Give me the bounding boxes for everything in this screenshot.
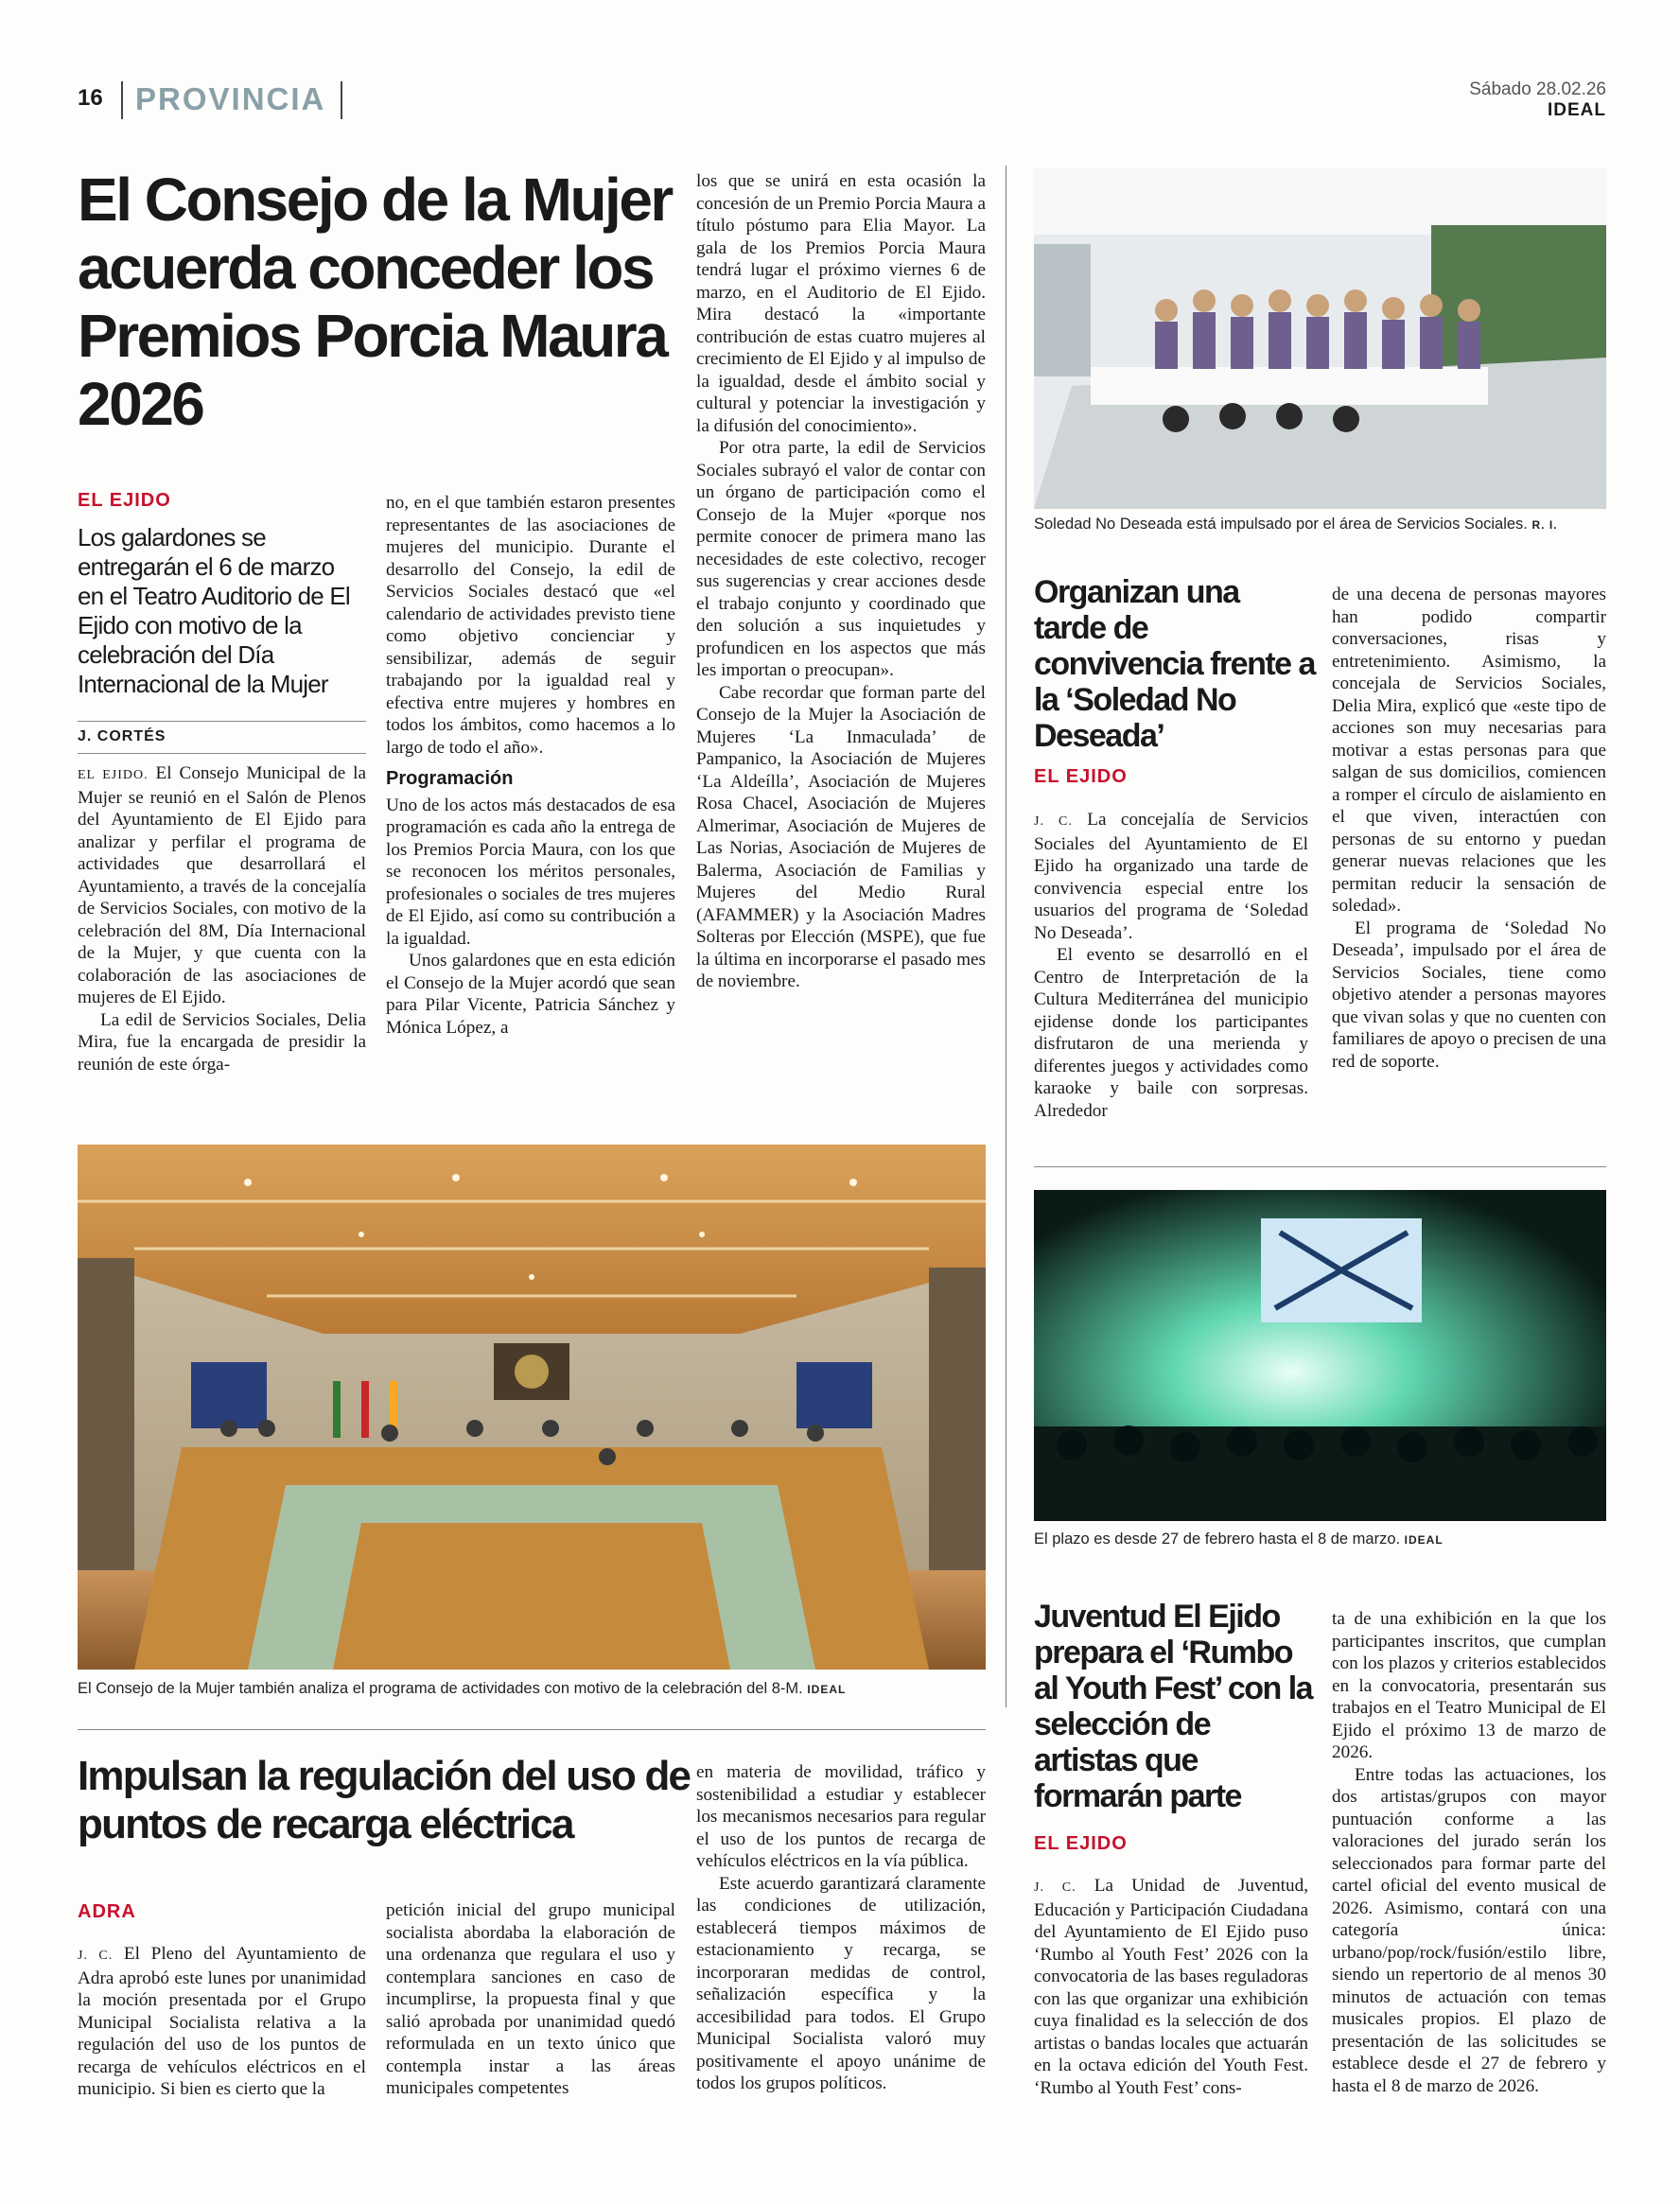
paragraph: Por otra parte, la edil de Servicios Sociales subrayó el valor de contar con un órgano de participación como el Consejo de la Mujer «porque nos permite conocer de primera mano las necesidades de este colectivo, recoger sus sugerencias y crear acciones desde el trabajo conjunto y coordinado que den solución a sus inquietudes y profundicen en los aspectos que más les importan o preocupan». bbox=[696, 438, 986, 680]
concert-photo bbox=[1034, 1190, 1606, 1521]
article1-column-2 bbox=[386, 492, 675, 1039]
council-chamber-photo bbox=[78, 1145, 986, 1670]
divider bbox=[78, 753, 366, 754]
divider bbox=[1034, 1166, 1606, 1167]
article1-column-1 bbox=[78, 762, 366, 1076]
issue-date: Sábado 28.02.26 bbox=[1469, 79, 1606, 99]
paragraph: Uno de los actos más destacados de esa programación es cada año la entrega de los Premios Porcia Maura, con los que se reconocen los méritos personales, profesionales o sociales de tres mujeres de El Ejido, así como su contribución a la igualdad. bbox=[386, 795, 675, 949]
article1-place: EL EJIDO bbox=[78, 490, 171, 511]
council-chamber-illustration bbox=[78, 1145, 986, 1670]
article4-headline: Impulsan la regulación del uso de puntos de recarga eléctrica bbox=[78, 1753, 691, 1847]
lead-tag: J. C. bbox=[78, 1949, 114, 1963]
soledad-group-photo bbox=[1034, 168, 1606, 509]
paragraph: Cabe recordar que forman parte del Consejo de la Mujer la Asociación de Mujeres ‘La Inmaculada’ de Pampanico, la Asociación de Mujeres ‘La Aldeílla’, Asociación de Mujeres Rosa Chacel, Asociación de Mujeres Almerimar, Asociación de Mujeres de Las Norias, Asociación de Mujeres de Balerma, Asociación de Familias y Mujeres del Medio Rural (AFAMMER) y la Asociación Madres Solteras por Elección (MSPE), que fue la última en incorporarse el pasado mes de noviembre. bbox=[696, 682, 986, 991]
article4-column-2 bbox=[386, 1899, 675, 2100]
article2-column-1 bbox=[1034, 809, 1308, 1122]
paragraph: Este acuerdo garantizará claramente las condiciones de utilización, establecerá tiempos máximos de estacionamiento y recarga, se incorporaran medidas de control, señalización específica y la accesibilidad para todos. El Grupo Municipal Socialista valoró muy positivamente el apoyo unánime de todos los grupos políticos. bbox=[696, 1873, 986, 2093]
divider bbox=[78, 721, 366, 722]
section-name: PROVINCIA bbox=[135, 81, 326, 116]
paragraph: EL EJIDO. El Consejo Municipal de la Mujer se reunió en el Salón de Plenos del Ayuntamiento de El Ejido para analizar y perfilar el programa de actividades que desarrollará el Ayuntamiento, a través de la concejalía de Servicios Sociales, con motivo de la celebración del 8M, Día Internacional de la Mujer, y que cuenta con la colaboración de las asociaciones de mujeres de El Ejido. bbox=[78, 763, 367, 1007]
article4-column-3 bbox=[696, 1761, 986, 2095]
paragraph: ta de una exhibición en la que los participantes inscritos, que cumplan con los plazos y criterios establecidos en la convocatoria, presentarán sus trabajos en el Teatro Municipal de El Ejido el próximo 13 de marzo de 2026. bbox=[1332, 1609, 1606, 1762]
page-number: 16 bbox=[78, 85, 103, 111]
lead-tag: EL EJIDO. bbox=[78, 768, 149, 782]
paragraph: J. C. La Unidad de Juventud, Educación y Participación Ciudadana del Ayuntamiento de El Ejido puso ‘Rumbo al Youth Fest’ 2026 con la convocatoria de las bases reguladoras con las que organizar una exhibición cuya finalidad es la selección de dos artistas o bandas locales que actuarán en la octava edición del Youth Fest. ‘Rumbo al Youth Fest’ cons- bbox=[1034, 1876, 1308, 2098]
article3-place: EL EJIDO bbox=[1034, 1833, 1128, 1854]
newspaper-name: IDEAL bbox=[1548, 100, 1606, 120]
article3-headline: Juventud El Ejido prepara el ‘Rumbo al Youth Fest’ con la selección de artistas que formarán parte bbox=[1034, 1599, 1313, 1814]
article1-subhead: Programación bbox=[386, 768, 514, 789]
article2-headline: Organizan una tarde de convivencia frente a la ‘Soledad No Deseada’ bbox=[1034, 574, 1315, 754]
paragraph: no, en el que también estaron presentes representantes de las asociaciones de mujeres del municipio. Durante el desarrollo del Consejo, la edil de Servicios Sociales destacó que «el calendario de actividades previsto tiene como objetivo concienciar y sensibilizar, además de seguir trabajando por la igualdad real y efectiva entre mujeres y hombres en todos los ámbitos, como hacemos a lo largo de todo el año». bbox=[386, 493, 675, 758]
paragraph: petición inicial del grupo municipal socialista abordaba la elaboración de una ordenanza que regulara el uso y contemplara sanciones en caso de incumplirse, la propuesta final y que salió aprobada por unanimidad quedó reformulada en un texto único que contempla instar a las áreas municipales competentes bbox=[386, 1900, 675, 2098]
photo-credit: IDEAL bbox=[807, 1683, 847, 1696]
header-divider bbox=[341, 81, 342, 119]
article3-column-1 bbox=[1034, 1875, 1308, 2099]
article4-column-1 bbox=[78, 1943, 366, 2101]
article3-column-2 bbox=[1332, 1608, 1606, 2097]
photo-credit: R. I. bbox=[1531, 518, 1558, 532]
paragraph: en materia de movilidad, tráfico y sostenibilidad a estudiar y establecer los mecanismos necesarios para regular el uso de los puntos de recarga de vehículos eléctricos en la vía pública. bbox=[696, 1762, 986, 1871]
paragraph: Entre todas las actuaciones, los dos artistas/grupos con mayor puntuación conforme a las valoraciones del jurado serán los seleccionados para formar parte del cartel oficial del evento musical de 2026. Asimismo, contará con una categoría única: urbano/pop/rock/fusión/estilo libre, siendo un repertorio de al menos 30 minutos de actuación con temas musicales propios. El plazo de presentación de las solicitudes se establece desde el 27 de febrero y hasta el 8 de marzo de 2026. bbox=[1332, 1764, 1606, 2096]
header-divider bbox=[121, 81, 123, 119]
photo-credit: IDEAL bbox=[1404, 1533, 1444, 1547]
concert-illustration bbox=[1034, 1190, 1606, 1521]
paragraph: La edil de Servicios Sociales, Delia Mira, fue la encargada de presidir la reunión de este órga- bbox=[78, 1009, 366, 1075]
divider bbox=[78, 1729, 986, 1730]
article2-photo-caption: Soledad No Deseada está impulsado por el área de Servicios Sociales. R. I. bbox=[1034, 516, 1558, 533]
article1-photo-caption: El Consejo de la Mujer también analiza el programa de actividades con motivo de la celebración del 8-M. IDEAL bbox=[78, 1680, 847, 1697]
paragraph: J. C. La concejalía de Servicios Sociales del Ayuntamiento de El Ejido ha organizado una tarde de convivencia especial entre los usuarios del programa de ‘Soledad No Deseada’. bbox=[1034, 810, 1308, 943]
paragraph: J. C. El Pleno del Ayuntamiento de Adra aprobó este lunes por unanimidad la moción presentada por el Grupo Municipal Socialista relativa a la regulación del uso de los puntos de recarga de vehículos eléctricos en el municipio. Si bien es cierto que la bbox=[78, 1944, 367, 2099]
paragraph: El programa de ‘Soledad No Deseada’, impulsado por el área de Servicios Sociales, tiene como objetivo atender a personas mayores que vivan solas y que no cuenten con familiares de apoyo o precisen de una red de soporte. bbox=[1332, 918, 1606, 1072]
article1-headline: El Consejo de la Mujer acuerda conceder los Premios Porcia Maura 2026 bbox=[78, 166, 672, 438]
article2-place: EL EJIDO bbox=[1034, 766, 1128, 787]
lead-tag: J. C. bbox=[1034, 814, 1073, 829]
article1-deck: Los galardones se entregarán el 6 de marzo en el Teatro Auditorio de El Ejido con motivo de la celebración del Día Internacional de la Mujer bbox=[78, 523, 350, 698]
article2-column-2 bbox=[1332, 584, 1606, 1073]
group-photo-illustration bbox=[1034, 168, 1606, 509]
article4-place: ADRA bbox=[78, 1901, 136, 1922]
article3-photo-caption: El plazo es desde 27 de febrero hasta el 8 de marzo. IDEAL bbox=[1034, 1531, 1444, 1548]
paragraph: los que se unirá en esta ocasión la concesión de un Premio Porcia Maura a título póstumo para Elia Mayor. La gala de los Premios Porcia Maura tendrá lugar el próximo viernes 6 de marzo, en el Auditorio de El Ejido. Mira destacó la «importante contribución de estas cuatro mujeres al crecimiento de El Ejido y al impulso de la igualdad, desde el ámbito social y cultural y potenciar la investigación y la difusión del conocimiento». bbox=[696, 171, 986, 436]
article1-column-3 bbox=[696, 170, 986, 993]
issue-date-block bbox=[1469, 79, 1606, 121]
paragraph: Unos galardones que en esta edición el Consejo de la Mujer acordó que sean para Pilar Vicente, Patricia Sánchez y Mónica López, a bbox=[386, 951, 675, 1038]
lead-tag: J. C. bbox=[1034, 1880, 1076, 1895]
paragraph: de una decena de personas mayores han podido compartir conversaciones, risas y entretenimiento. Asimismo, la concejala de Servicios Sociales, Delia Mira, explicó que «este tipo de acciones son muy necesarias para motivar a estas personas para que salgan de sus domicilios, comiencen a romper el círculo de aislamiento en el que viven, interactúen con personas de su entorno y puedan generar nuevas relaciones que les permitan reducir la sensación de soledad». bbox=[1332, 585, 1606, 916]
article1-byline: J. CORTÉS bbox=[78, 728, 166, 744]
paragraph: El evento se desarrolló en el Centro de Interpretación de la Cultura Mediterránea del municipio ejidense donde los participantes disfrutaron de una merienda y diferentes juegos y actividades como karaoke y baile con sorpresas. Alrededor bbox=[1034, 945, 1308, 1121]
